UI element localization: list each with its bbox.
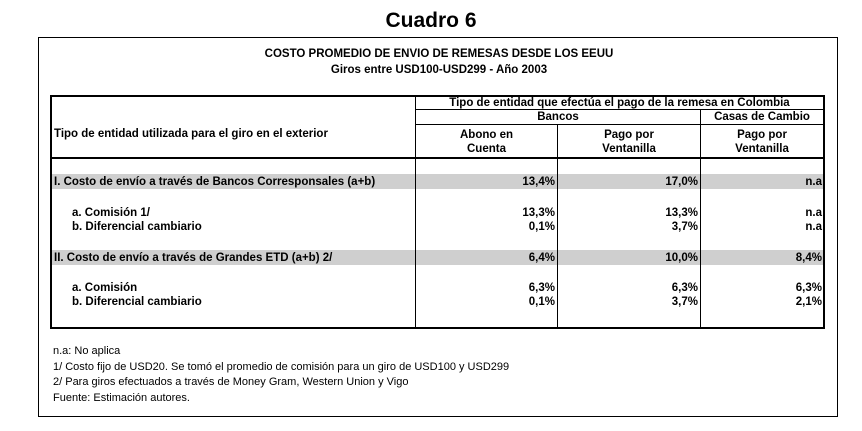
rule-subgroup [415, 124, 823, 125]
group-header: Tipo de entidad que efectúa el pago de la remesa en Colombia [449, 97, 790, 109]
row-label: II. Costo de envío a través de Grandes ETD (a+b) 2/ [54, 252, 333, 264]
col-header-2: Pago por Ventanilla [602, 129, 656, 155]
row-label: a. Comisión 1/ [72, 207, 150, 219]
row-value: 3,7% [671, 221, 698, 233]
row-value: 10,0% [665, 252, 698, 264]
col-header-3: Pago por Ventanilla [735, 129, 789, 155]
row-label: a. Comisión [72, 282, 138, 294]
row-value: 6,4% [528, 252, 555, 264]
footnote: n.a: No aplica [53, 345, 121, 357]
row-value: 17,0% [665, 176, 698, 188]
subgroup-bancos: Bancos [537, 111, 579, 123]
row-value: 6,3% [795, 282, 822, 294]
row-label: I. Costo de envío a través de Bancos Corresponsales (a+b) [54, 176, 376, 188]
row-value: 0,1% [528, 296, 555, 308]
table-subheading: Giros entre USD100-USD299 - Año 2003 [330, 64, 548, 76]
row-value: 8,4% [795, 252, 822, 264]
col-header-1: Abono en Cuenta [459, 129, 514, 155]
row-value: n.a [805, 221, 822, 233]
row-value: n.a [805, 176, 822, 188]
data-table [50, 95, 825, 329]
row-value: 13,3% [665, 207, 698, 219]
row-label: b. Diferencial cambiario [72, 221, 202, 233]
row-value: 0,1% [528, 221, 555, 233]
row-value: 6,3% [528, 282, 555, 294]
row-value: 3,7% [671, 296, 698, 308]
footnotes [53, 344, 509, 406]
row-value: 2,1% [795, 296, 822, 308]
row-value: 13,3% [522, 207, 555, 219]
row-label: b. Diferencial cambiario [72, 296, 202, 308]
footnote: Fuente: Estimación autores. [53, 391, 190, 404]
row-header: Tipo de entidad utilizada para el giro en el exterior [54, 128, 328, 140]
subgroup-casas: Casas de Cambio [714, 111, 810, 123]
footnote: 2/ Para giros efectuados a través de Money Gram, Western Union y Vigo [53, 376, 409, 388]
row-value: n.a [805, 207, 822, 219]
footnote: 1/ Costo fijo de USD20. Se tomó el promedio de comisión para un giro de USD100 y USD299 [53, 360, 510, 373]
rule-header-bottom [52, 157, 823, 159]
table-heading: COSTO PROMEDIO DE ENVIO DE REMESAS DESDE LOS EEUU [264, 48, 614, 60]
row-value: 6,3% [671, 282, 698, 294]
row-value: 13,4% [522, 176, 555, 188]
table-title: Cuadro 6 [385, 9, 477, 32]
